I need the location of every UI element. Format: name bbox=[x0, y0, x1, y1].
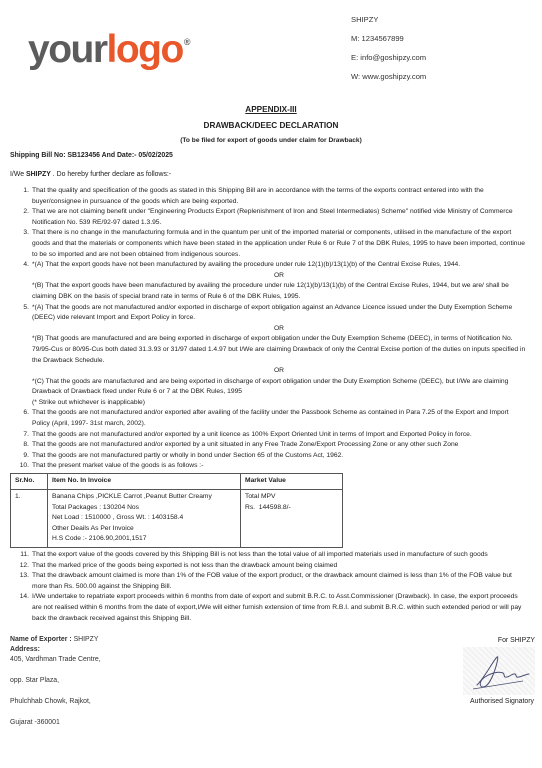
list-item: 9. That the goods are not manufactured partly or wholly in bond under Section 65 of the Customs Act, 1962. bbox=[23, 451, 344, 459]
list-item: 10. That the present market value of the goods is as follows :- bbox=[19, 462, 204, 470]
company-mobile: M: 1234567899 bbox=[351, 34, 404, 43]
company-email: E: info@goshipzy.com bbox=[351, 53, 427, 62]
item-5b: *(B) That goods are manufactured and are being exported in discharge of export obligation under the Duty Exemption Scheme (DEEC), in terms of Notification No. 79/95-Cus or 80/95-Cus both dated 31.3.93 or 31/97 dated 1.4.97 but I/We are claiming Drawback of only the Central Excise portion of the duties on inputs specified in the Drawback Schedule. bbox=[32, 335, 526, 364]
table-header-row bbox=[11, 474, 343, 490]
for-company: For SHIPZY bbox=[497, 637, 535, 644]
address-line: 405, Vardhman Trade Centre, bbox=[10, 656, 101, 663]
company-name: SHIPZY bbox=[351, 15, 379, 24]
shipping-bill-line: Shipping Bill No: SB123456 And Date:- 05/02/2025 bbox=[10, 152, 173, 159]
item-5c: *(C) That the goods are manufactured and are being exported in discharge of export obligation under the Duty Exemption Scheme (DEEC), but I/We are claiming Drawback of Drawback fixed under Rule 6 or 7 at the DBK Rules, 1995 bbox=[32, 377, 509, 396]
list-item: 11. That the export value of the goods covered by this Shipping Bill is not less than the total value of all imported materials used in manufacture of such goods bbox=[20, 551, 488, 558]
or-separator: OR bbox=[273, 271, 285, 279]
address-line: Gujarat -360001 bbox=[10, 719, 60, 726]
market-value-table bbox=[10, 473, 343, 548]
or-separator: OR bbox=[273, 367, 285, 375]
table-row bbox=[11, 490, 343, 548]
header-sr-no: Sr.No. bbox=[11, 474, 48, 490]
item-4b: *(B) That the export goods have been manufactured by availing the procedure under rule 12(1)(b)/13(1)(b) of the Central Excise Rules, 1944, but we are/ shall be claiming DBK on the basis of special brand rate in terms of Rule 6 of the DBK Rules, 1995. bbox=[32, 282, 509, 300]
intro-line: I/We SHIPZY . Do hereby further declare as follows:- bbox=[10, 171, 172, 178]
company-web: W: www.goshipzy.com bbox=[351, 72, 427, 81]
declaration-title: DRAWBACK/DEEC DECLARATION bbox=[203, 120, 339, 130]
list-item: 4. *(A) That the export goods have not been manufactured by availing the procedure under rule 12(1)(b)/13(1)(b) of the Central Excise Rules, 1944. bbox=[23, 261, 461, 269]
list-item: 5. *(A) That the goods are not manufactured and/or exported in discharge of export obligation against an Advance Licence issued under the Duty Exemption Scheme (DEEC) vide relevant Import and Export Policy in force. bbox=[23, 303, 513, 322]
declarant-name: SHIPZY bbox=[25, 171, 51, 178]
declaration-subtitle: (To be filed for export of goods under claim for Drawback) bbox=[180, 136, 362, 144]
declaration-body bbox=[10, 186, 526, 624]
document-titles bbox=[0, 104, 542, 145]
logo-your: your bbox=[28, 28, 107, 71]
strike-note: (* Strike out whichever is inapplicable) bbox=[32, 398, 145, 406]
list-item: 7. That the goods are not manufactured and/or exported by a unit licence as 100% Export Oriented Unit in terms of Import and Exported Policy in force. bbox=[23, 430, 472, 438]
list-item: 13. That the drawback amount claimed is more than 1% of the FOB value of the export product, or the drawback amount claimed is less than 1% of the FOB value but more than Rs. 500.00 against the Shipping Bill. bbox=[19, 572, 512, 590]
list-item: 3. That there is no change in the manufacturing formula and in the quantum per unit of the imported material or components, utilised in the manufacture of the export goods and that the materials or components which have been stated in the application under Rule 6 or Rule 7 of the DBK Rules, 1995 to have been imported, continue to be so imported and are not been obtained from indigenous sources. bbox=[23, 229, 525, 258]
cell-item: Banana Chips ,PICKLE Carrot ,Peanut Butter Creamy Total Packages : 130204 Nos Net Load : 1510000 , Gross Wt. : 1403158.4 Other Deails As Per Invoice H.S Code :- 2106.90,2001,1517 bbox=[48, 490, 241, 548]
company-contact bbox=[351, 14, 426, 90]
registered-mark: ® bbox=[183, 37, 191, 47]
cell-sr: 1. bbox=[11, 490, 48, 548]
address-line: Phulchhab Chowk, Rajkot, bbox=[10, 698, 91, 705]
header-item: Item No. In Invoice bbox=[48, 474, 241, 490]
signature-scribble-icon bbox=[463, 647, 535, 695]
list-item: 12. That the marked price of the goods being exported is not less than the drawback amount being claimed bbox=[19, 561, 338, 569]
logo-word: logo bbox=[106, 28, 183, 71]
appendix-title: APPENDIX-III bbox=[245, 105, 297, 114]
or-separator: OR bbox=[273, 324, 285, 332]
list-item: 1. That the quality and specification of the goods as stated in this Shipping Bill are in accordance with the terms of the exports contract entered into with the buyer/consignee in pursuance of the goods which are being exported. bbox=[23, 187, 484, 205]
exporter-block: Name of Exporter : SHIPZY Address: 405, Vardhman Trade Centre, opp. Star Plaza, Phulchhab Chowk, Rajkot, Gujarat -360001 bbox=[10, 636, 101, 726]
list-item: 8. That the goods are not manufactured and/or exported by a unit situated in any Free Trade Zone/Export Processing Zone or any other such Zone bbox=[23, 441, 459, 449]
company-logo bbox=[28, 30, 190, 69]
header-market-value: Market Value bbox=[241, 474, 343, 490]
address-line: opp. Star Plaza, bbox=[10, 677, 60, 684]
authorised-signatory: Authorised Signatory bbox=[470, 698, 534, 705]
exporter-name: SHIPZY bbox=[73, 636, 99, 643]
list-item: 14. I/We undertake to repatriate export proceeds within 6 months from date of export and submit B.R.C. to Asst.Commissioner (Drawback). In case, the export proceeds are not realised within 6 months from the date of export,I/We will either furnish extension of time from R.B.I. and submit B.R.C. within such extended period or will pay back the drawback received against this Shipping Bill. bbox=[19, 593, 522, 622]
address-label: Address: bbox=[10, 646, 40, 653]
signature-image bbox=[463, 647, 535, 695]
list-item: 6. That the goods are not manufactured and/or exported after availing of the facility under the Passbook Scheme as contained in Para 7.25 of the Export and Import Policy (April, 1997- 31st march, 2002). bbox=[23, 409, 509, 428]
list-item: 2. That we are not claiming benefit under "Engineering Products Export (Replenishment of Iron and Steel Intermediates) Scheme" notified vide Ministry of Commerce Notification No. 539 RE/92-97 dated 1.3.95. bbox=[23, 208, 513, 226]
cell-market-value: Total MPV Rs. 144598.8/- bbox=[241, 490, 343, 548]
